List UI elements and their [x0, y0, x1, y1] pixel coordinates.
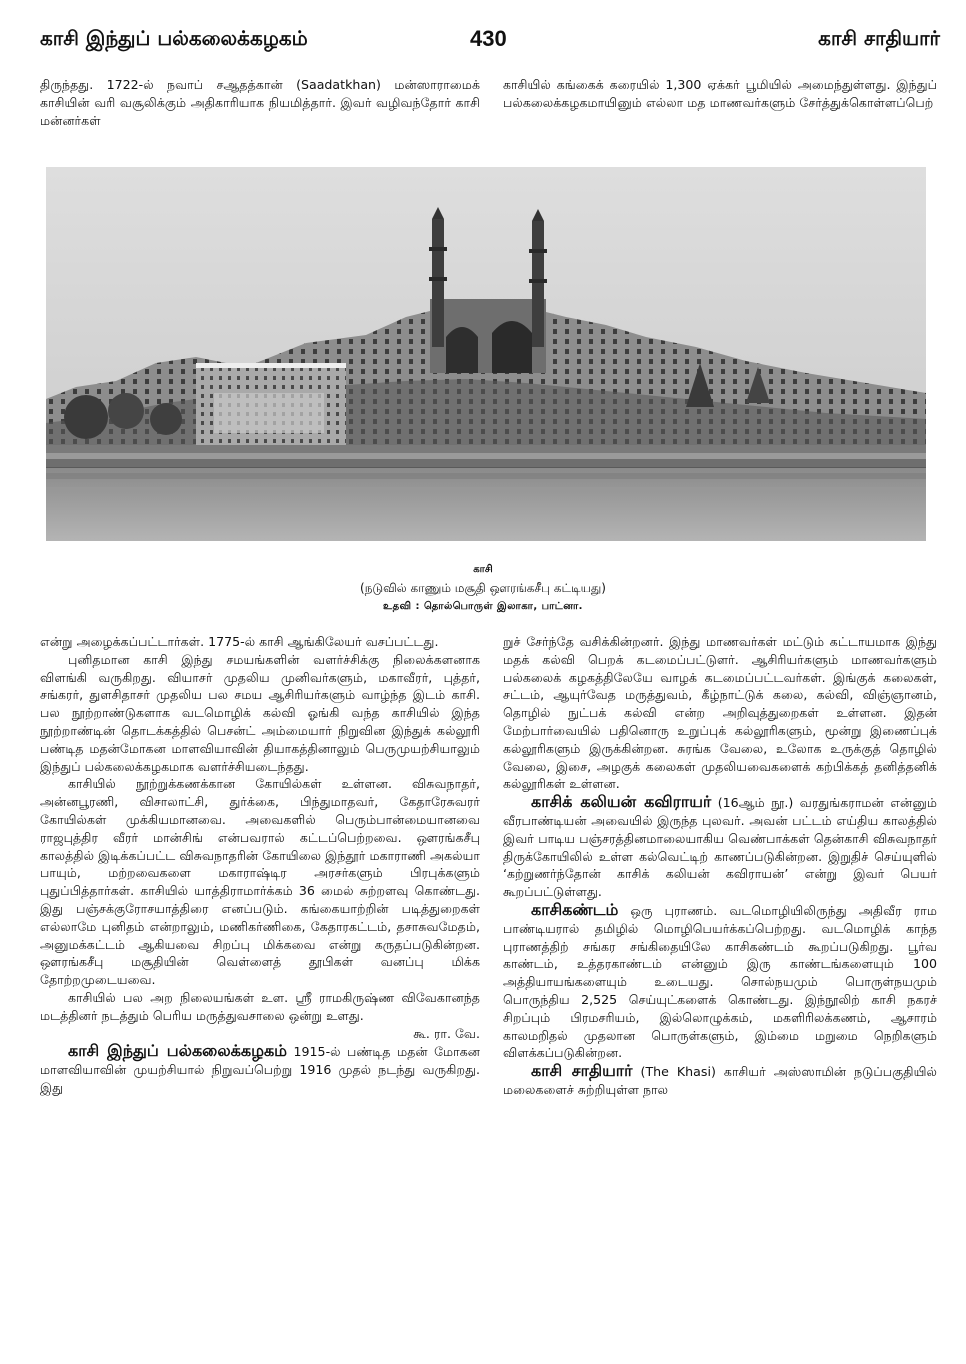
entry-text-kasikandam: ஒரு புராணம். வடமொழியிலிருந்து அதிவீர ராம பாண்டியரால் தமிழில் மொழிபெயர்க்கப்பெற்றது. வடமொழிக் காந்த புராணத்திற் சங்கர சங்கிதையிலே காசிகண்டம் கூறப்படுகிறது. பூர்வ காண்டம், உத்தரகாண்டம் என்னும் இரு காண்டங்களையும் 100 அத்தியாயங்களையும் உடையது. சொல்நயமும் பொருள்நயமும் பொருந்திய 2,525 செய்யுட்களைக் கொண்டது. இந்நூலிற் காசி நகரச் சிறப்பும் பிரமசரியம், இல்லொழுக்கம், மகளிரிலக்கணம், ஆசாரம் காலமறிதல் முதலான பொருள்களும், இம்மை மறுமை நெறிகளும் விளக்கப்படுகின்றன.: [503, 902, 937, 1061]
right-column: [503, 633, 937, 1099]
entry-heading-khasi: காசி சாதியார்: [531, 1061, 633, 1081]
top-left-text: [40, 76, 480, 129]
top-right-text: [503, 76, 937, 112]
kashi-ghats-photo: [46, 167, 926, 541]
left-paragraph-3: காசியில் நூற்றுக்கணக்கான கோயில்கள் உள்ளன. விசுவநாதர், அன்னபூரணி, விசாலாட்சி, துர்க்கை, பிந்துமாதவர், கேதாரேசுவரர் கோயில்கள் முக்கியமானவை. அவைகளில் பெரும்பான்மையானவை ராஜபுத்திர வீரர் மான்சிங் என்பவரால் கட்டப்பெற்றவை. ஔரங்கசீபு காலத்தில் இடிக்கப்பட்ட விசுவநாதரின் கோயிலை இந்தூர் மகாராணி அகல்யா பாயும், மற்றவைகளை மகாராஷ்டிர அரசர்களும் பிரபுக்களும் புதுப்பித்தார்கள். காசியில் யாத்திராமார்க்கம் 36 மைல் சுற்றளவு கொண்டது. இது பஞ்சக்குரோசயாத்திரை எனப்படும். கங்கையாற்றின் படித்துறைகள் எல்லாமே புனிதம் என்றாலும், மணிகர்ணிகை, கேதாரகட்டம், தசாசுவமேதம், அனுமக்கட்டம் ஆகியவை சிறப்பு மிக்கவை என்று கருதப்படுகின்றன. ஔரங்கசீபு மசூதியின் வெள்ளைத் தூபிகள் வனப்பு மிக்க தோற்றமுடையவை.: [40, 776, 480, 988]
left-paragraph-4: காசியில் பல அற நிலையங்கள் உள. ஸ்ரீ ராமகிருஷ்ண விவேகானந்த மடத்தினர் நடத்தும் பெரிய மருத்துவசாலை ஒன்று உளது.: [40, 989, 480, 1023]
left-paragraph-2: புனிதமான காசி இந்து சமயங்களின் வளர்ச்சிக்கு நிலைக்களனாக விளங்கி வருகிறது. வியாசர் முதலிய முனிவர்களும், மகாவீரர், புத்தர், சங்கரர், துளசிதாசர் முதலிய பல சமய ஆசிரியர்களும் வாழ்ந்த இடம் காசி. பல நூற்றாண்டுகளாக வடமொழிக் கல்வி ஓங்கி வந்த காசியில் இந்த நூற்றாண்டின் தொடக்கத்தில் பெசன்ட் அம்மையார் நிறுவின இந்துக் கல்லூரி பண்டித மதன்மோகன மாளவியாவின் தியாகத்தினாலும் பெருமுயற்சியாலும் இந்துப் பல்கலைக்கழகமாக வளர்ச்சியடைந்தது.: [40, 651, 480, 774]
entry-heading-bhu: காசி இந்துப் பல்கலைக்கழகம்: [68, 1041, 288, 1061]
right-paragraph-1: றுச் சேர்ந்தே வசிக்கின்றனர். இந்து மாணவர்கள் மட்டும் கட்டாயமாக இந்து மதக் கல்வி பெறக் கடமைப்பட்டுளர். ஆசிரியர்களும் மாணவர்களும் பல்கலைக் கழகத்திலேயே வாழக் கடமைப்பட்டவர்கள். இங்குக் கலைகள், சட்டம், ஆயுர்வேத மருத்துவம், கீழ்நாட்டுக் கலை, கல்வி, விஞ்ஞானம், தொழில் நுட்பக் கல்வி என்ற அறிவுத்துறைகள் உள்ளன. இதன் மேற்பார்வையில் பதினொரு உறுப்புக் கல்லூரிகளும், மூன்று இணைப்புக் கல்லூரிகளும் இருக்கின்றன. சுரங்க வேலை, உலோக உருக்குத் தொழில் வேலை, இசை, அழகுக் கலைகள் முதலியவைகளைக் கற்பிக்கத் தனித்தனிக் கல்லூரிகள் உள்ளன.: [503, 634, 937, 792]
entry-heading-kasikandam: காசிகண்டம்: [531, 899, 619, 919]
photo-credit: உதவி : தொல்பொருள் இலாகா, பாட்னா.: [383, 601, 583, 612]
running-header-right: காசி சாதியார்: [818, 26, 940, 50]
page-number: 430: [470, 26, 507, 51]
photo-caption-title: காசி: [473, 564, 493, 575]
top-right-paragraph: காசியில் கங்கைக் கரையில் 1,300 ஏக்கர் பூமியில் அமைந்துள்ளது. இந்துப் பல்கலைக்கழகமாயினும் எல்லா மத மாணவர்களும் சேர்த்துக்கொள்ளப்பெற்: [503, 77, 937, 110]
running-header-left: காசி இந்துப் பல்கலைக்கழகம்: [40, 26, 308, 50]
entry-text-khasi: (The Khasi) காசியர் அஸ்ஸாமின் நடுப்பகுதியில் மலைகளைச் சுற்றியுள்ள நால: [503, 1064, 937, 1097]
entry-text-kaliyan: (16ஆம் நூ.) வரதுங்கராமன் என்னும் வீரபாண்டியன் அவையில் இருந்த புலவர். அவன் பட்டம் எய்திய காலத்தில் இவர் பாடிய பஞ்சரத்தினமாலையாகிய வெண்பாக்கள் தென்காசி விசுவநாதர் திருக்கோயிலில் உள்ள கல்வெட்டிற் காணப்படுகின்றன. இறுதிச் செய்யுளில் ‘கற்றுணர்ந்தோன் காசிக் கலியன் கவிராயன்’ என்று இவர் பெயர் கூறப்பட்டுள்ளது.: [503, 795, 937, 900]
entry-text-bhu: 1915-ல் பண்டித மதன் மோகன மாளவியாவின் முயற்சியால் நிறுவப்பெற்று 1916 முதல் நடந்து வருகிறது. இது: [40, 1044, 480, 1095]
entry-heading-kaliyan: காசிக் கலியன் கவிராயர்: [531, 792, 712, 812]
left-column: [40, 633, 480, 1097]
photo-caption-subtitle: (நடுவில் காணும் மசூதி ஔரங்கசீபு கட்டியது): [360, 581, 606, 595]
left-paragraph-1: என்று அழைக்கப்பட்டார்கள். 1775-ல் காசி ஆங்கிலேயர் வசப்பட்டது.: [40, 634, 439, 649]
top-left-paragraph: திருந்தது. 1722-ல் நவாப் சஆதத்கான் (Saadatkhan) மன்ஸாராமைக் காசியின் வரி வசூலிக்கும் அதிகாரியாக நியமித்தார். இவர் வழிவந்தோர் காசி மன்னர்கள்: [40, 77, 480, 128]
author-initials: கூ. ரா. வே.: [413, 1025, 480, 1041]
